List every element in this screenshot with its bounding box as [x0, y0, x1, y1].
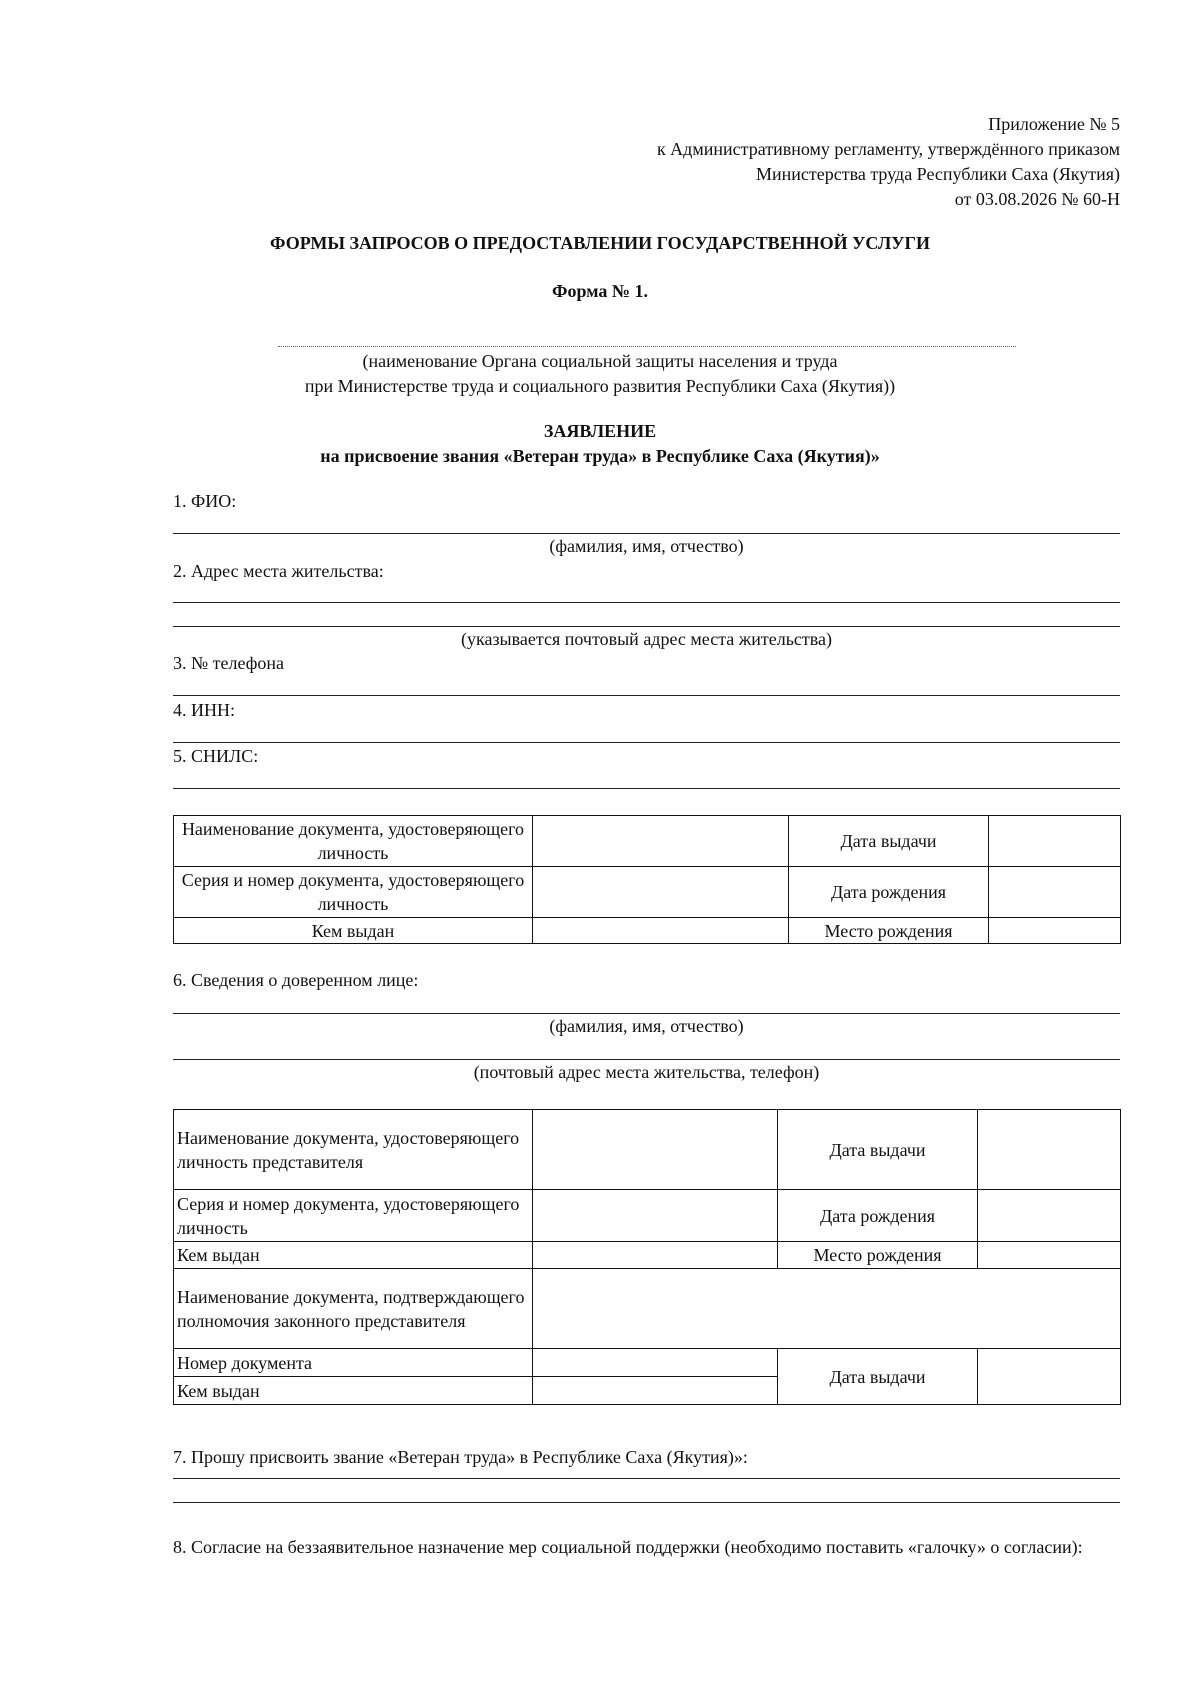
item7-label: 7. Прошу присвоить звание «Ветеран труда» в Республике Саха (Якутия)»: — [173, 1447, 748, 1467]
statement-heading — [0, 419, 1200, 469]
proxy-address-caption: (почтовый адрес места жительства, телефон) — [473, 1062, 820, 1082]
authority-doc-label: Наименование документа, подтверждающего полномочия законного представителя — [174, 1269, 533, 1349]
appendix-date: от 03.08.2026 № 60-Н — [954, 189, 1120, 209]
fio-label: 1. ФИО: — [173, 491, 237, 511]
inn-line[interactable] — [173, 742, 1120, 743]
birth-place-label: Место рождения — [789, 918, 989, 944]
doc-number-label: Номер документа — [174, 1349, 533, 1377]
proxy-address-line[interactable] — [173, 1059, 1120, 1060]
proxy-issued-by-label: Кем выдан — [174, 1242, 533, 1269]
birth-date-label: Дата рождения — [789, 867, 989, 918]
authority-doc-cell[interactable] — [533, 1269, 1121, 1349]
organ-name-line[interactable] — [278, 346, 1016, 347]
statement-title: ЗАЯВЛЕНИЕ — [543, 421, 657, 441]
proxy-doc-name-label: Наименование документа, удостоверяющего личность представителя — [174, 1110, 533, 1190]
phone-line[interactable] — [173, 695, 1120, 696]
proxy-doc-name-cell[interactable] — [533, 1110, 778, 1190]
proxy-birth-date-cell[interactable] — [978, 1190, 1121, 1242]
appendix-number: Приложение № 5 — [988, 114, 1120, 134]
fio-caption: (фамилия, имя, отчество) — [549, 536, 744, 556]
address-label: 2. Адрес места жительства: — [173, 561, 384, 581]
birth-place-cell[interactable] — [989, 918, 1121, 944]
snils-line[interactable] — [173, 788, 1120, 789]
item7-line-2[interactable] — [173, 1502, 1120, 1503]
issue-date-cell[interactable] — [989, 816, 1121, 867]
appendix-reference: к Административному регламенту, утверждённого приказом — [656, 139, 1120, 159]
doc-number-cell[interactable] — [533, 1349, 778, 1377]
series-number-label: Серия и номер документа, удостоверяющего личность — [174, 867, 533, 918]
authority-issued-by-label: Кем выдан — [174, 1377, 533, 1405]
proxy-document-table — [173, 1109, 1121, 1405]
document-title: ФОРМЫ ЗАПРОСОВ О ПРЕДОСТАВЛЕНИИ ГОСУДАРСТВЕННОЙ УСЛУГИ — [270, 233, 930, 253]
issue-date-label: Дата выдачи — [789, 816, 989, 867]
proxy-birth-place-label: Место рождения — [778, 1242, 978, 1269]
statement-subtitle: на присвоение звания «Ветеран труда» в Республике Саха (Якутия)» — [320, 446, 880, 466]
proxy-birth-date-label: Дата рождения — [778, 1190, 978, 1242]
doc-name-label: Наименование документа, удостоверяющего личность — [174, 816, 533, 867]
birth-date-cell[interactable] — [989, 867, 1121, 918]
applicant-document-table — [173, 815, 1121, 944]
issued-by-label: Кем выдан — [174, 918, 533, 944]
authority-issue-date-label: Дата выдачи — [778, 1349, 978, 1405]
proxy-issued-by-cell[interactable] — [533, 1242, 778, 1269]
fio-line[interactable] — [173, 533, 1120, 534]
phone-label: 3. № телефона — [173, 653, 285, 673]
authority-issued-by-cell[interactable] — [533, 1377, 778, 1405]
authority-issue-date-cell[interactable] — [978, 1349, 1121, 1405]
proxy-birth-place-cell[interactable] — [978, 1242, 1121, 1269]
appendix-header — [657, 112, 1120, 212]
organ-caption-line2: при Министерстве труда и социального развития Республики Саха (Якутия)) — [304, 376, 896, 396]
organ-caption — [0, 349, 1200, 399]
proxy-series-number-cell[interactable] — [533, 1190, 778, 1242]
address-caption: (указывается почтовый адрес места жительства) — [460, 629, 832, 649]
doc-name-cell[interactable] — [533, 816, 789, 867]
proxy-issue-date-cell[interactable] — [978, 1110, 1121, 1190]
proxy-series-number-label: Серия и номер документа, удостоверяющего личность — [174, 1190, 533, 1242]
appendix-ministry: Министерства труда Республики Саха (Якутия) — [755, 164, 1120, 184]
proxy-fio-line[interactable] — [173, 1013, 1120, 1014]
address-line-2[interactable] — [173, 626, 1120, 627]
item7-line-1[interactable] — [173, 1478, 1120, 1479]
snils-label: 5. СНИЛС: — [173, 746, 259, 766]
issued-by-cell[interactable] — [533, 918, 789, 944]
proxy-issue-date-label: Дата выдачи — [778, 1110, 978, 1190]
item8-label: 8. Согласие на беззаявительное назначение мер социальной поддержки (необходимо поставить «галочку» о согласии): — [173, 1537, 1083, 1557]
inn-label: 4. ИНН: — [173, 700, 235, 720]
address-line-1[interactable] — [173, 602, 1120, 603]
proxy-label: 6. Сведения о доверенном лице: — [173, 970, 419, 990]
form-number: Форма № 1. — [552, 281, 648, 301]
organ-caption-line1: (наименование Органа социальной защиты населения и труда — [362, 351, 838, 371]
series-number-cell[interactable] — [533, 867, 789, 918]
proxy-fio-caption: (фамилия, имя, отчество) — [549, 1016, 744, 1036]
